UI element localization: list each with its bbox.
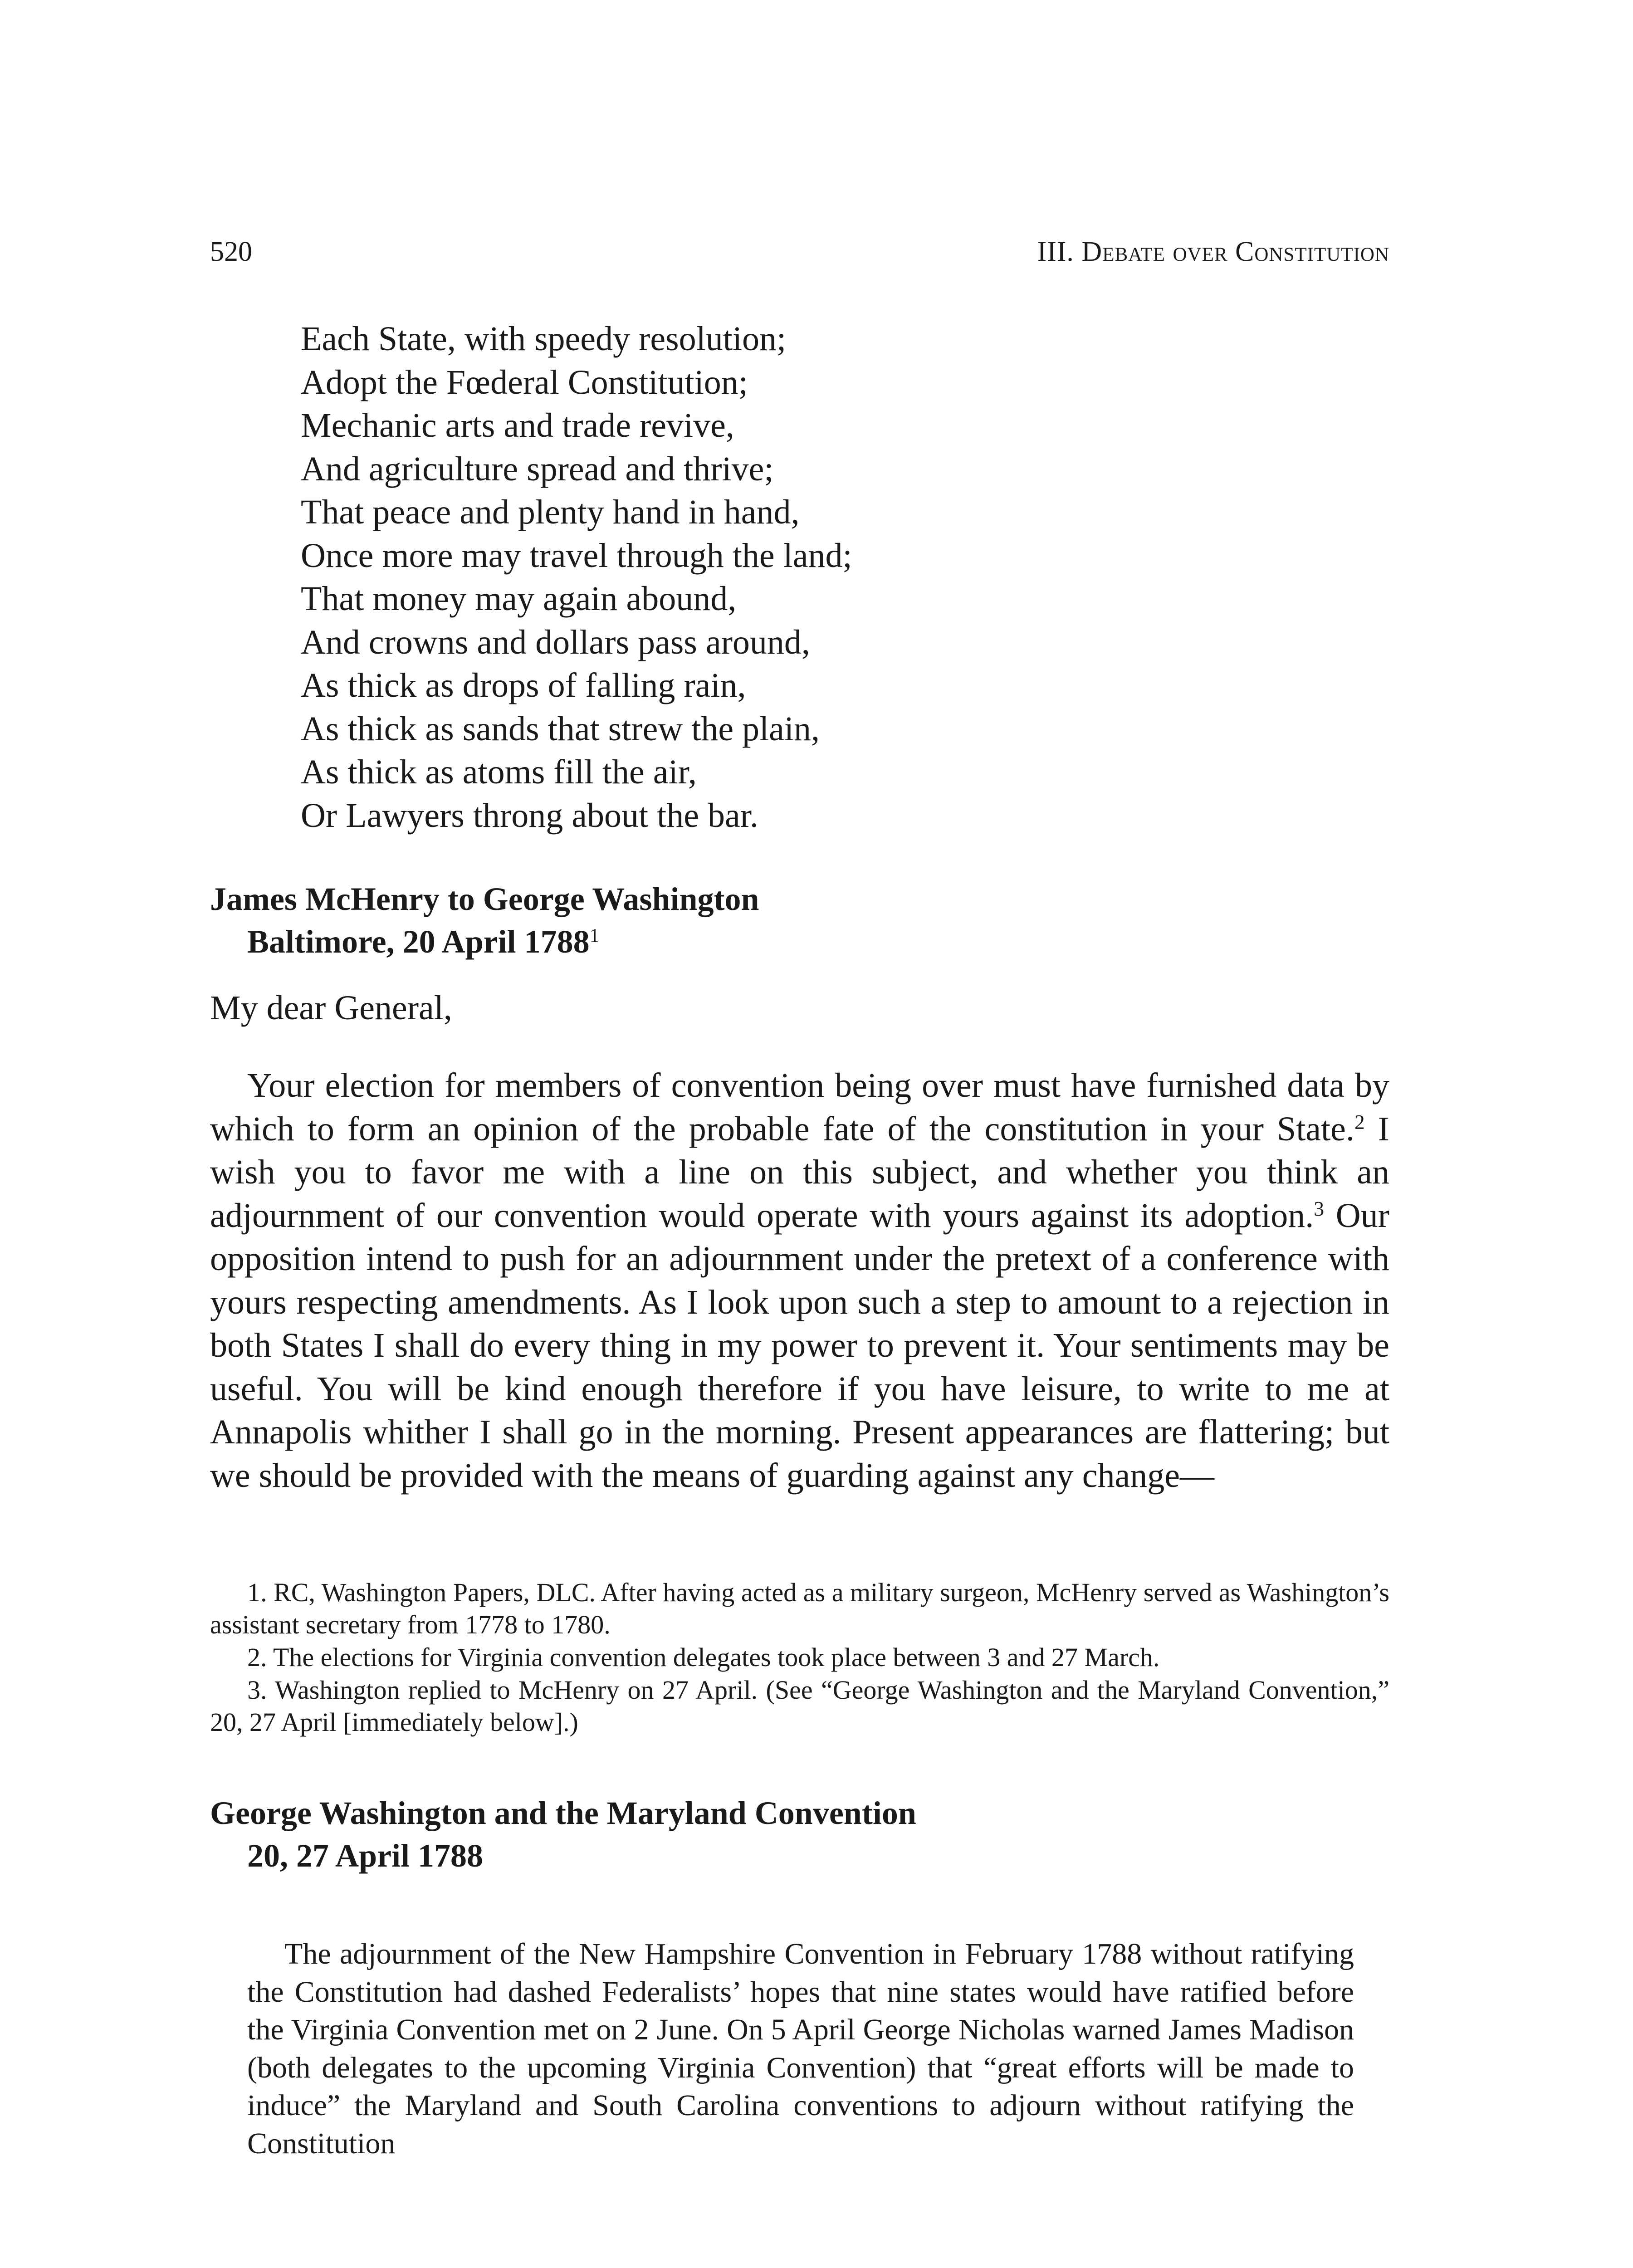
poem-line: As thick as sands that strew the plain, [301,709,820,748]
footnote: 1. RC, Washington Papers, DLC. After having acted as a military surgeon, McHenry served as Washington’s assistant secretary from 1778 to 1780. [210,1578,1389,1639]
letter-dateline-text: Baltimore, 20 April 1788 [247,924,590,960]
poem-line: As thick as atoms fill the air, [301,753,697,791]
poem-line: And agriculture spread and thrive; [301,450,774,488]
poem-line: And crowns and dollars pass around, [301,623,810,661]
poem-line: As thick as drops of falling rain, [301,666,746,704]
letter-body-text: I wish you to favor me with a line on this subject, and whether you think an adjournment of our convention would operate with yours against its adoption. [210,1110,1389,1235]
section-intro: The adjournment of the New Hampshire Convention in February 1788 without ratifying the Constitution had dashed Federalists’ hopes that nine states would have ratified before the Virginia Convention met on 2 June. On 5 April George Nicholas warned James Madison (both delegates to the upcoming Virginia Convention) that “great efforts will be made to induce” the Maryland and South Carolina conventions to adjourn without ratifying the Constitution [247,1937,1354,2160]
poem-line: That peace and plenty hand in hand, [301,493,800,531]
poem-line: Each State, with speedy resolution; [301,320,787,358]
poem-line: Mechanic arts and trade revive, [301,406,734,445]
letter-heading [210,878,759,963]
footnote: 2. The elections for Virginia convention delegates took place between 3 and 27 March. [247,1642,1160,1672]
section-heading-dates: 20, 27 April 1788 [247,1838,484,1874]
poem-line: That money may again abound, [301,580,737,618]
letter-body-text: Our opposition intend to push for an adjournment under the pretext of a conference with yours respecting amendments. As I look upon such a step to amount to a rejection in both States I shall do every thing in my power to prevent it. Your sentiments may be useful. You will be kind enough therefore if you have leisure, to write to me at Annapolis whither I shall go in the morning. Present appearances are flattering; but we should be provided with the means of guarding against any change— [210,1196,1389,1495]
section-heading-title: George Washington and the Maryland Convention [210,1795,916,1831]
footnote-ref-3: 3 [1314,1197,1325,1220]
letter-heading-dateline [210,920,759,963]
poem-stanza [301,318,1389,837]
letter-heading-title: James McHenry to George Washington [210,881,759,917]
poem-line: Once more may travel through the land; [301,536,852,575]
section-heading [210,1792,916,1877]
footnotes [210,1576,1389,1739]
footnote-ref-2: 2 [1354,1110,1365,1134]
running-head [210,229,1389,274]
page-number: 520 [210,236,252,267]
poem-line: Adopt the Fœderal Constitution; [301,363,748,401]
letter-body [210,1064,1389,1497]
letter-salutation: My dear General, [210,989,452,1027]
footnote-ref-1: 1 [589,925,600,947]
footnote: 3. Washington replied to McHenry on 27 April. (See “George Washington and the Maryland Convention,” 20, 27 April [immediately below].) [210,1675,1389,1737]
letter-body-text: Your election for members of convention being over must have furnished data by which to form an opinion of the probable fate of the constitution in your State. [210,1066,1389,1148]
poem-line: Or Lawyers throng about the bar. [301,796,758,835]
running-title: III. Debate over Constitution [1037,236,1389,267]
